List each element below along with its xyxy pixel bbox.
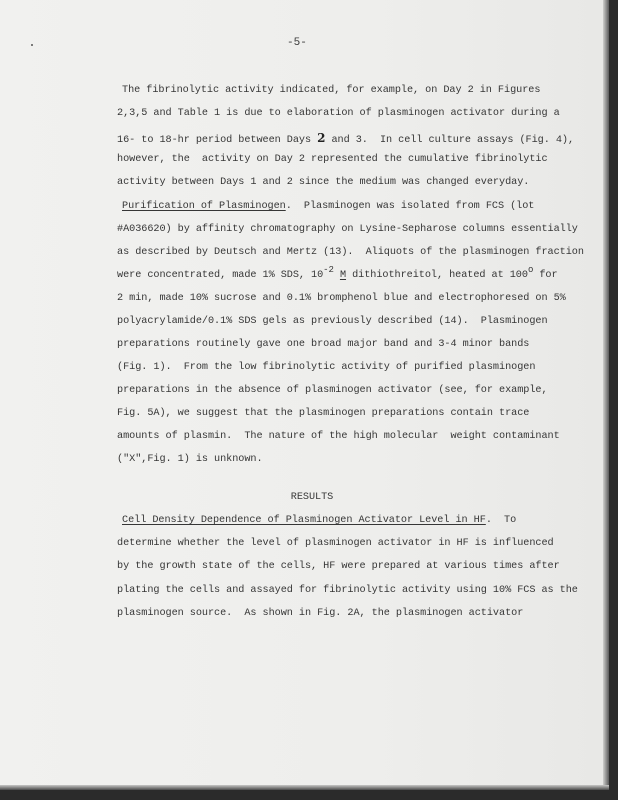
text-segment: ("X",Fig. 1) is unknown. bbox=[117, 454, 263, 465]
text-line bbox=[117, 454, 263, 465]
text-segment: activity between Days 1 and 2 since the medium was changed everyday. bbox=[117, 177, 530, 188]
text-segment: . To bbox=[485, 515, 517, 526]
text-line bbox=[117, 585, 578, 596]
text-line bbox=[117, 362, 535, 373]
text-segment: Fig. 5A), we suggest that the plasminogen preparations contain trace bbox=[117, 408, 530, 419]
text-line bbox=[117, 561, 560, 572]
text-segment: were concentrated, made 1% SDS, 10 bbox=[117, 270, 324, 281]
text-line bbox=[117, 177, 529, 188]
text-segment: and 3. In cell culture assays (Fig. 4), bbox=[325, 135, 575, 146]
text-segment: polyacrylamide/0.1% SDS gels as previously described (14). Plasminogen bbox=[117, 316, 548, 327]
text-segment: amounts of plasmin. The nature of the high molecular weight contaminant bbox=[117, 431, 560, 442]
text-segment: The fibrinolytic activity indicated, for example, on Day 2 in Figures bbox=[122, 85, 541, 96]
text-segment: plasminogen source. As shown in Fig. 2A, the plasminogen activator bbox=[117, 608, 524, 619]
scan-edge-bottom bbox=[0, 785, 609, 790]
page-number: -5- bbox=[287, 37, 307, 49]
text-segment: as described by Deutsch and Mertz (13). Aliquots of the plasminogen fraction bbox=[117, 247, 584, 258]
text-line bbox=[117, 316, 548, 327]
text-segment: . Plasminogen was isolated from FCS (lot bbox=[285, 201, 535, 212]
text-line bbox=[117, 293, 566, 304]
scan-edge-right bbox=[603, 0, 609, 790]
text-line bbox=[117, 154, 548, 165]
text-line bbox=[122, 515, 516, 526]
text-line bbox=[117, 608, 523, 619]
text-line bbox=[122, 85, 540, 96]
text-segment: preparations in the absence of plasminogen activator (see, for example, bbox=[117, 385, 548, 396]
text-segment: preparations routinely gave one broad major band and 3-4 minor bands bbox=[117, 339, 530, 350]
text-segment: by the growth state of the cells, HF were prepared at various times after bbox=[117, 561, 560, 572]
text-line bbox=[117, 265, 558, 281]
text-segment: (Fig. 1). From the low fibrinolytic activity of purified plasminogen bbox=[117, 362, 536, 373]
text-segment: determine whether the level of plasminogen activator in HF is influenced bbox=[117, 538, 554, 549]
text-segment: RESULTS bbox=[290, 492, 334, 503]
text-segment: #A036620) by affinity chromatography on Lysine-Sepharose columns essentially bbox=[117, 224, 578, 235]
text-line bbox=[117, 408, 529, 419]
text-segment: 2 min, made 10% sucrose and 0.1% bromphenol blue and electrophoresed on 5% bbox=[117, 293, 566, 304]
underlined-text: Cell Density Dependence of Plasminogen Activator Level in HF bbox=[122, 515, 486, 526]
text-line bbox=[117, 538, 554, 549]
text-line bbox=[117, 247, 584, 258]
text-segment: dithiothreitol, heated at 100 bbox=[346, 270, 528, 281]
underlined-text: M bbox=[339, 270, 347, 281]
underlined-text: Purification of Plasminogen bbox=[122, 201, 286, 212]
text-line bbox=[117, 431, 560, 442]
text-line bbox=[117, 224, 578, 235]
section-heading bbox=[0, 492, 618, 503]
text-segment: however, the activity on Day 2 represented the cumulative fibrinolytic bbox=[117, 154, 548, 165]
text-segment: 2,3,5 and Table 1 is due to elaboration of plasminogen activator during a bbox=[117, 108, 560, 119]
text-segment: for bbox=[533, 270, 558, 281]
scan-speck bbox=[31, 44, 33, 46]
text-line bbox=[117, 131, 574, 146]
text-line bbox=[117, 385, 548, 396]
handwritten-correction: 2 bbox=[317, 131, 326, 145]
superscript: o bbox=[527, 265, 534, 275]
superscript: -2 bbox=[323, 265, 334, 275]
text-line bbox=[122, 201, 534, 212]
text-segment: plating the cells and assayed for fibrinolytic activity using 10% FCS as the bbox=[117, 585, 578, 596]
text-segment: 16- to 18-hr period between Days bbox=[117, 135, 318, 146]
text-line bbox=[117, 339, 529, 350]
text-line bbox=[117, 108, 560, 119]
